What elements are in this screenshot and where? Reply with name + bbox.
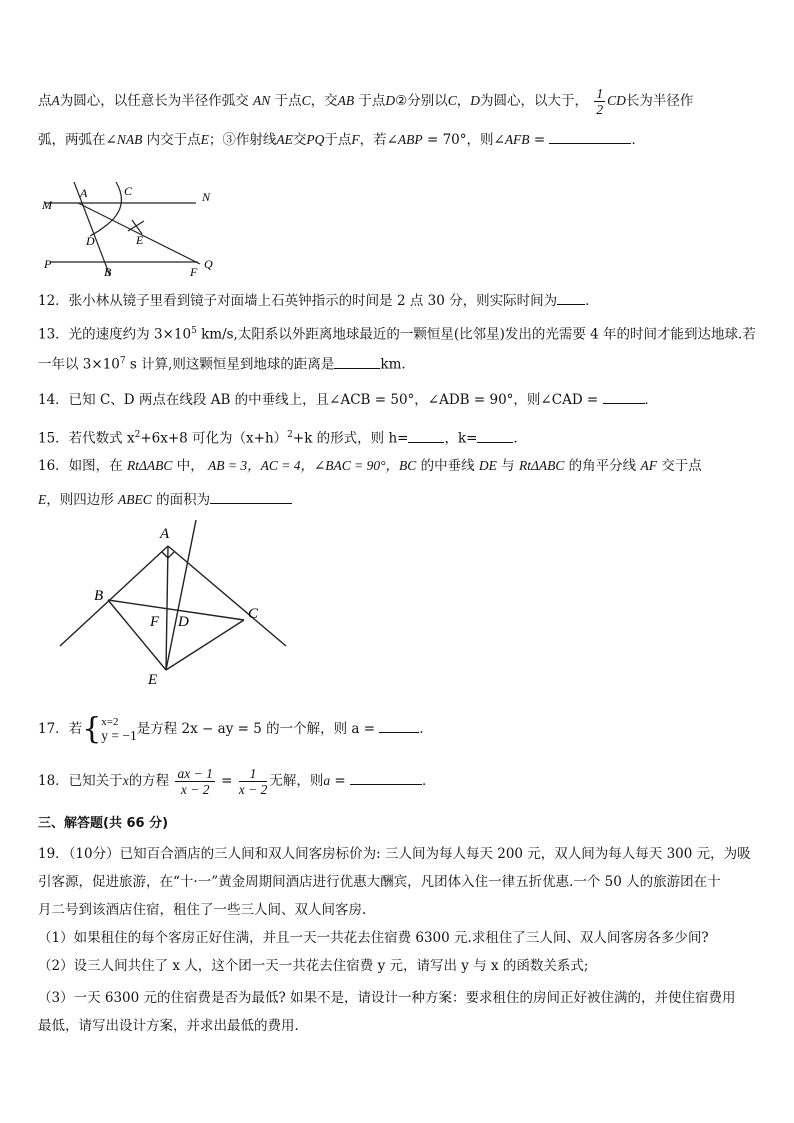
q13-exponent: 5 bbox=[191, 326, 197, 336]
q11-var: F bbox=[351, 132, 360, 147]
system-bottom: y = −1 bbox=[101, 727, 137, 743]
q11-text: 为圆心，以任意长为半径作弧交 bbox=[59, 93, 249, 109]
q15-text: +6x+8 可化为（x+h） bbox=[140, 430, 288, 447]
q15-line bbox=[38, 425, 527, 449]
q17-text: 是方程 2x − ay = 5 的一个解，则 a = bbox=[136, 721, 376, 737]
figure-label-F: F bbox=[190, 265, 198, 279]
q11-text: 于点 bbox=[324, 132, 352, 148]
q12-text: ． bbox=[585, 293, 599, 309]
q11-var: C bbox=[447, 93, 457, 108]
q18-var: x bbox=[122, 773, 129, 788]
figure-label-A: A bbox=[80, 186, 88, 200]
answer-blank[interactable] bbox=[334, 354, 380, 369]
q16-line-1 bbox=[38, 456, 702, 476]
q11-text: 为圆心，以大于， bbox=[480, 93, 589, 109]
q13-text: 13．光的速度约为 3×10 bbox=[38, 326, 192, 343]
q11-text: 点 bbox=[38, 93, 52, 109]
q18-text: 的方程 bbox=[128, 773, 170, 789]
q16-figure bbox=[56, 518, 292, 690]
q16-var: ΔABC bbox=[530, 458, 565, 473]
q11-text: ，交 bbox=[310, 93, 338, 109]
q16-var: Rt bbox=[518, 458, 531, 473]
answer-blank[interactable] bbox=[477, 428, 513, 443]
q11-text: = bbox=[529, 132, 546, 148]
q14-text: ． bbox=[644, 392, 659, 408]
q11-var: AFB bbox=[504, 132, 530, 147]
q18-var: a bbox=[323, 773, 331, 788]
q19-part-1: （1）如果租住的每个客房正好住满，并且一天一共花去住宿费 6300 元.求租住了三人间、双人间客房各多少间? bbox=[38, 930, 709, 946]
q13-text: 一年以 3×10 bbox=[38, 356, 120, 373]
fraction-denominator: x − 2 bbox=[238, 782, 268, 797]
q15-exponent: 2 bbox=[134, 430, 141, 440]
q11-text: ②分别以 bbox=[395, 93, 448, 109]
fraction-numerator: 1 bbox=[596, 86, 604, 101]
figure-label-M: M bbox=[42, 198, 52, 212]
q13-line-2 bbox=[38, 351, 406, 375]
answer-blank[interactable] bbox=[379, 718, 419, 733]
answer-blank[interactable] bbox=[210, 489, 292, 504]
figure-label-D: D bbox=[86, 234, 95, 248]
q15-text: ． bbox=[513, 430, 527, 447]
figure-label-D: D bbox=[178, 614, 189, 630]
q11-text: ，若∠ bbox=[359, 132, 398, 148]
q16-var: DE bbox=[478, 458, 497, 473]
q11-figure bbox=[38, 176, 228, 280]
q13-exponent: 7 bbox=[119, 356, 126, 366]
q19-part-3b: 最低，请写出设计方案，并求出最低的费用. bbox=[38, 1018, 299, 1034]
q11-var: NAB bbox=[116, 132, 143, 147]
equation-system bbox=[101, 717, 136, 743]
q11-fraction bbox=[594, 86, 605, 117]
figure-label-E: E bbox=[136, 233, 144, 247]
q17-text: ． bbox=[419, 721, 433, 737]
answer-blank[interactable] bbox=[408, 428, 444, 443]
q16-var: Rt bbox=[126, 458, 139, 473]
q11-text: 交 bbox=[292, 132, 307, 148]
q18-text: = bbox=[330, 773, 346, 789]
q16-text: 中， bbox=[172, 458, 204, 474]
q15-exponent: 2 bbox=[287, 430, 293, 440]
q11-var: PQ bbox=[306, 132, 325, 147]
q16-line-2 bbox=[38, 489, 292, 510]
system-top: x=2 bbox=[101, 715, 119, 728]
figure-label-A: A bbox=[160, 526, 170, 542]
q18-text: 无解，则 bbox=[269, 773, 324, 789]
q11-text: 于点 bbox=[274, 93, 302, 109]
q19-line-2: 引客源，促进旅游，在“十·一”黄金周期间酒店进行优惠大酬宾，凡团体入住一律五折优惠.一个 50 人的旅游团在十 bbox=[38, 874, 721, 890]
q15-text: +k 的形式，则 h= bbox=[292, 430, 409, 447]
q16-var: AB = 3，AC = 4，∠BAC = 90°，BC bbox=[208, 458, 417, 473]
q11-var: E bbox=[200, 132, 209, 147]
q16-text: 的中垂线 bbox=[416, 458, 479, 474]
figure-label-N: N bbox=[202, 190, 211, 204]
section-heading: 三、解答题(共 66 分) bbox=[38, 816, 169, 831]
q11-text: = 70°，则∠ bbox=[422, 132, 505, 148]
q13-text: km/s,太阳系以外距离地球最近的一颗恒星(比邻星)发出的光需要 4 年的时间才能到达地球.若 bbox=[196, 326, 756, 343]
q11-text: 内交于点 bbox=[146, 132, 201, 148]
q15-text: 15．若代数式 x bbox=[38, 430, 135, 447]
system-brace: { bbox=[82, 711, 102, 747]
q11-text: ；③作射线 bbox=[208, 132, 277, 148]
figure-label-B: B bbox=[104, 265, 112, 279]
q11-var: AN bbox=[253, 93, 271, 108]
q11-line-2 bbox=[38, 129, 645, 150]
q15-text: ，k= bbox=[444, 430, 478, 447]
answer-blank[interactable] bbox=[603, 389, 645, 404]
q14-text: 14．已知 C、D 两点在线段 AB 的中垂线上，且∠ACB = 50°，∠ADB = 90°，则∠CAD = bbox=[38, 392, 599, 408]
q13-text: km. bbox=[380, 356, 406, 373]
q18-text: ． bbox=[422, 773, 436, 789]
figure-label-P: P bbox=[44, 257, 52, 271]
q13-text: s 计算,则这颗恒星到地球的距离是 bbox=[125, 356, 335, 373]
q11-var: D bbox=[470, 93, 481, 108]
answer-blank[interactable] bbox=[557, 290, 585, 305]
figure-label-F: F bbox=[150, 614, 160, 630]
q14-line bbox=[38, 389, 658, 410]
fraction-denominator: 2 bbox=[596, 102, 604, 117]
figure-label-Q: Q bbox=[204, 257, 213, 271]
q11-text: ， bbox=[456, 93, 471, 109]
q18-fraction-left bbox=[175, 766, 214, 797]
q11-var: ABP bbox=[397, 132, 423, 147]
q11-var: C bbox=[301, 93, 311, 108]
fraction-numerator: 1 bbox=[239, 766, 268, 782]
figure-label-C: C bbox=[248, 606, 259, 622]
q18-fraction-right bbox=[239, 766, 268, 797]
q17-line bbox=[38, 712, 433, 746]
q13-line-1 bbox=[38, 321, 756, 345]
q18-line bbox=[38, 764, 436, 798]
q16-text: 与 bbox=[496, 458, 519, 474]
q11-var: D bbox=[385, 93, 396, 108]
q19-part-3a: （3）一天 6300 元的住宿费是否为最低? 如果不是，请设计一种方案：要求租住的房间正好被住满的，并使住宿费用 bbox=[38, 990, 736, 1006]
q11-var: A bbox=[51, 93, 60, 108]
fraction-numerator: ax − 1 bbox=[177, 766, 213, 781]
q16-var: E bbox=[38, 492, 47, 507]
q11-var: CD bbox=[607, 93, 626, 108]
q17-text: 17．若 bbox=[38, 721, 83, 737]
q18-text: = bbox=[221, 773, 233, 789]
q11-var: AE bbox=[276, 132, 293, 147]
q19-part-2: （2）设三人间共住了 x 人，这个团一天一共花去住宿费 y 元，请写出 y 与 x 的函数关系式; bbox=[38, 958, 589, 974]
q16-text: 的面积为 bbox=[151, 492, 211, 508]
q11-line-1 bbox=[38, 86, 693, 117]
figure-label-B: B bbox=[94, 588, 104, 604]
q16-text: 16．如图，在 bbox=[38, 458, 123, 474]
figure-label-E: E bbox=[148, 672, 158, 688]
answer-blank[interactable] bbox=[549, 129, 631, 144]
figure-label-C: C bbox=[124, 184, 133, 198]
q16-text: 的角平分线 bbox=[564, 458, 641, 474]
fraction-denominator: x − 2 bbox=[180, 782, 210, 797]
q12-text: 12．张小林从镜子里看到镜子对面墙上石英钟指示的时间是 2 点 30 分，则实际时间为 bbox=[38, 293, 558, 309]
q11-text: 弧，两弧在∠ bbox=[38, 132, 117, 148]
q16-var: ΔABC bbox=[138, 458, 173, 473]
q19-line-3: 月二号到该酒店住宿，租住了一些三人间、双人间客房. bbox=[38, 902, 367, 918]
q11-text: 长为半径作 bbox=[625, 93, 694, 109]
q19-line-1: 19．（10分）已知百合酒店的三人间和双人间客房标价为: 三人间为每人每天 200 元，双人间为每人每天 300 元，为吸 bbox=[38, 846, 751, 862]
q12-line bbox=[38, 290, 599, 311]
q11-var: AB bbox=[337, 93, 355, 108]
q18-text: 18．已知关于 bbox=[38, 773, 123, 789]
answer-blank[interactable] bbox=[350, 770, 422, 785]
q11-text: 于点 bbox=[358, 93, 386, 109]
q16-text: 交于点 bbox=[656, 458, 702, 474]
q16-var: ABEC bbox=[118, 492, 152, 507]
q16-var: AF bbox=[640, 458, 657, 473]
q16-text: ，则四边形 bbox=[46, 492, 119, 508]
q11-text: ． bbox=[631, 132, 645, 148]
